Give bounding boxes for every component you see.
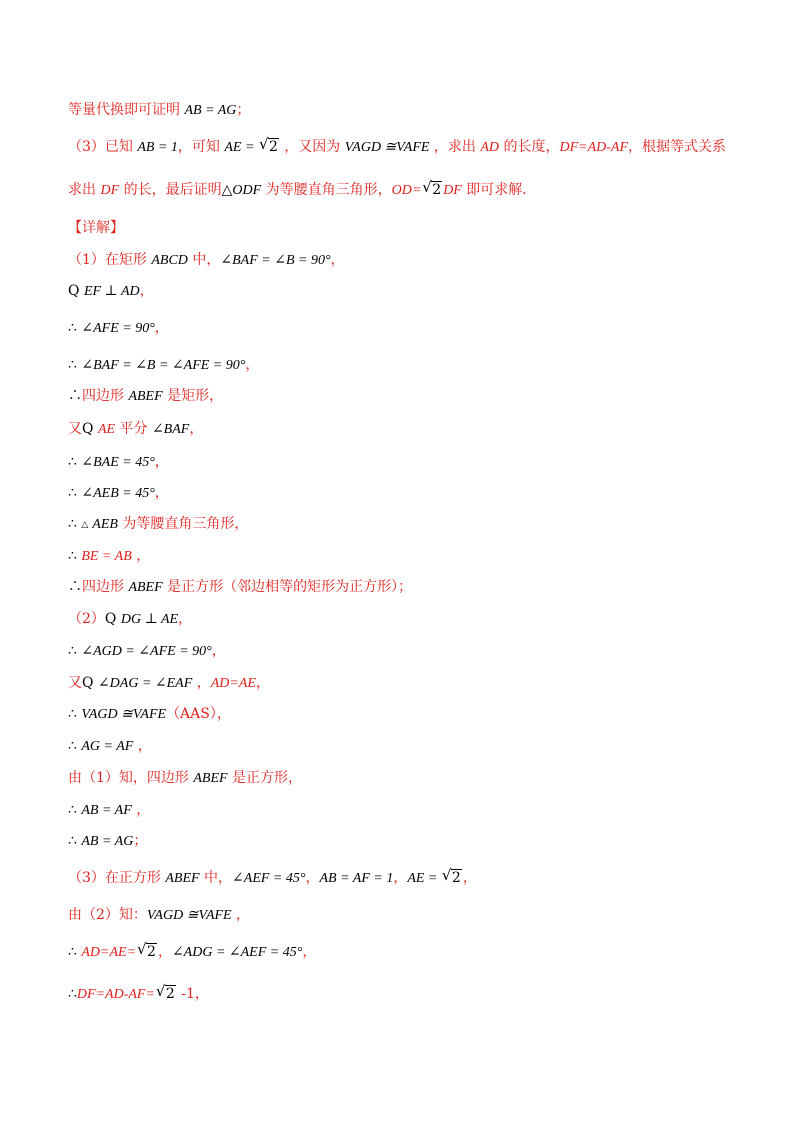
text-segment: ∴: [68, 643, 82, 659]
text-segment: ，: [154, 454, 169, 470]
math-expression: AB = AF = 1: [319, 871, 394, 886]
math-expression: ∠ADG = ∠AEF = 45°: [171, 945, 303, 960]
text-segment: ，: [154, 320, 169, 336]
radical-sign: √: [441, 866, 452, 884]
line-4: [68, 218, 124, 238]
text-segment: ∴: [68, 548, 82, 564]
line-2: [68, 137, 726, 158]
text-segment: ∴: [68, 388, 82, 404]
line-6: [68, 281, 154, 302]
line-23: [68, 831, 147, 852]
text-segment: ，: [305, 870, 320, 886]
math-expression: ∠AGD = ∠AFE = 90°: [81, 644, 212, 659]
math-expression: ABEF: [128, 580, 163, 595]
line-25: [68, 905, 250, 926]
math-expression: ∠BAF: [151, 422, 190, 437]
sqrt-radicand: 2: [147, 944, 156, 960]
text-segment: Q: [82, 421, 98, 437]
math-expression: OD=: [391, 183, 422, 198]
math-expression: ODF: [232, 183, 262, 198]
text-segment: ，: [157, 944, 172, 960]
text-segment: 又: [68, 675, 82, 691]
line-5: [68, 250, 345, 271]
text-segment: 中，: [187, 252, 221, 268]
text-segment: 为等腰直角三角形，: [117, 516, 249, 532]
text-segment: ，: [302, 944, 317, 960]
sqrt-radicand: 2: [268, 139, 278, 155]
text-segment: ∴: [68, 738, 82, 754]
line-13: [68, 514, 248, 535]
text-segment: 平分: [115, 421, 152, 437]
text-segment: ；: [133, 833, 148, 849]
math-expression: AD=AE=: [81, 945, 137, 960]
text-segment: ∴: [68, 944, 82, 960]
math-expression: ABEF: [165, 871, 200, 886]
text-segment: （2）: [68, 611, 105, 627]
text-segment: 的长，最后证明: [119, 182, 222, 198]
text-segment: ，: [189, 421, 204, 437]
line-10: [68, 419, 203, 440]
math-expression: AD: [480, 140, 500, 155]
math-expression: DG ⊥ AE: [120, 612, 179, 627]
math-expression: AE =: [407, 871, 441, 886]
math-expression: VAGD ≅VAFE: [81, 707, 167, 722]
text-segment: （3）已知: [68, 139, 138, 155]
text-segment: ，可知: [177, 139, 225, 155]
math-expression: ∠BAE = 45°: [81, 455, 155, 470]
line-27: [68, 984, 209, 1005]
math-expression: AD=AE: [210, 676, 256, 691]
math-expression: AB = AF: [81, 803, 132, 818]
text-segment: 由（2）知：: [68, 907, 147, 923]
line-12: [68, 483, 169, 504]
line-22: [68, 800, 150, 821]
text-segment: （3）在正方形: [68, 870, 166, 886]
text-segment: 由（1）知，四边形: [68, 770, 194, 786]
text-segment: -1，: [176, 986, 209, 1002]
sqrt-radicand: 2: [432, 182, 442, 198]
math-expression: ABEF: [128, 389, 163, 404]
line-26: [68, 942, 316, 963]
math-expression: AG = AF: [81, 739, 134, 754]
text-segment: ，: [393, 870, 408, 886]
text-segment: ，: [178, 611, 193, 627]
math-expression: ∠BAF = ∠B = ∠AFE = 90°: [81, 358, 246, 373]
text-segment: 等量代换即可证明: [68, 102, 185, 118]
text-segment: Q: [104, 611, 121, 627]
text-segment: ∴: [68, 579, 82, 595]
text-segment: 是矩形，: [162, 388, 224, 404]
text-segment: ，: [255, 675, 270, 691]
math-expression: AB = AG: [184, 103, 237, 118]
text-segment: 为等腰直角三角形，: [261, 182, 392, 198]
text-segment: ，根据等式关系: [628, 139, 727, 155]
text-segment: Q: [68, 283, 84, 299]
text-segment: ∴: [68, 706, 82, 722]
radical-sign: √: [258, 135, 269, 153]
math-expression: DF: [100, 183, 120, 198]
sqrt-radicand: 2: [165, 986, 175, 1002]
text-segment: △: [221, 182, 233, 198]
sqrt-expression: [442, 868, 462, 888]
line-7: [68, 318, 169, 339]
text-segment: ∴: [68, 485, 82, 501]
text-segment: ，: [192, 675, 211, 691]
math-expression: DF=AD-AF: [559, 140, 629, 155]
text-segment: 求出: [68, 182, 101, 198]
text-segment: 四边形: [82, 579, 129, 595]
text-segment: ∴: [68, 454, 82, 470]
text-segment: 即可求解．: [461, 182, 537, 198]
math-expression: ∠BAF = ∠B = 90°: [220, 253, 331, 268]
text-segment: ，: [231, 907, 251, 923]
line-17: [68, 641, 226, 662]
text-segment: 中，: [199, 870, 233, 886]
text-segment: ，: [462, 870, 477, 886]
sqrt-expression: [422, 180, 442, 200]
math-expression: AE =: [224, 140, 258, 155]
line-14: [68, 546, 150, 567]
text-segment: ∴: [68, 833, 82, 849]
text-segment: ∴: [68, 320, 82, 336]
math-expression: ∠DAG = ∠EAF: [97, 676, 193, 691]
math-expression: AEB: [92, 517, 118, 532]
line-15: [68, 577, 412, 598]
text-segment: ，: [330, 252, 345, 268]
text-segment: ，: [154, 485, 169, 501]
text-segment: ，: [131, 802, 151, 818]
line-1: [68, 100, 250, 121]
line-18: [68, 673, 270, 694]
math-expression: VAGD ≅VAFE: [146, 908, 232, 923]
text-segment: 的长度，: [499, 139, 560, 155]
text-segment: ；: [236, 102, 251, 118]
radical-sign: √: [137, 940, 147, 958]
text-segment: Q: [82, 675, 98, 691]
sqrt-radicand: 2: [451, 870, 461, 886]
math-expression: ABEF: [193, 771, 228, 786]
math-expression: ABCD: [151, 253, 188, 268]
math-expression: AB = 1: [137, 140, 178, 155]
radical-sign: √: [422, 178, 432, 196]
sqrt-expression: [259, 137, 279, 157]
text-segment: （1）在矩形: [68, 252, 152, 268]
math-expression: BE = AB: [81, 549, 132, 564]
line-19: [68, 704, 231, 725]
sqrt-expression: [137, 942, 157, 962]
line-3: [68, 180, 536, 201]
text-segment: 是正方形（邻边相等的矩形为正方形）；: [162, 579, 413, 595]
math-expression: EF ⊥ AD: [83, 284, 140, 299]
radical-sign: √: [155, 982, 166, 1000]
text-segment: ，: [139, 283, 154, 299]
text-segment: ，: [131, 548, 151, 564]
line-8: [68, 355, 259, 376]
text-segment: 【详解】: [68, 220, 124, 236]
text-segment: ，: [133, 738, 152, 754]
math-expression: VAGD ≅VAFE: [344, 140, 430, 155]
text-segment: ∴: [68, 357, 82, 373]
math-expression: AE: [97, 422, 116, 437]
text-segment: ∴: [68, 802, 82, 818]
line-24: [68, 868, 477, 889]
text-segment: ∴: [68, 516, 82, 532]
line-20: [68, 736, 152, 757]
line-9: [68, 386, 223, 407]
text-segment: 又: [68, 421, 82, 437]
line-11: [68, 452, 169, 473]
text-segment: （AAS），: [166, 706, 231, 722]
text-segment: ，求出: [429, 139, 481, 155]
math-expression: DF=AD-AF=: [76, 987, 155, 1002]
text-segment: 四边形: [82, 388, 129, 404]
sqrt-expression: [156, 984, 176, 1004]
line-16: [68, 609, 192, 630]
math-expression: AB = AG: [81, 834, 134, 849]
text-segment: ∴: [68, 986, 77, 1002]
math-expression: ∠AEB = 45°: [81, 486, 155, 501]
text-segment: 是正方形，: [227, 770, 303, 786]
line-21: [68, 768, 302, 789]
text-segment: ，: [245, 357, 260, 373]
math-expression: ∠AFE = 90°: [81, 321, 155, 336]
text-segment: ，: [211, 643, 226, 659]
text-segment: ，又因为: [279, 139, 345, 155]
triangle-symbol: △: [81, 520, 89, 530]
math-expression: DF: [443, 183, 462, 198]
math-expression: ∠AEF = 45°: [232, 871, 306, 886]
